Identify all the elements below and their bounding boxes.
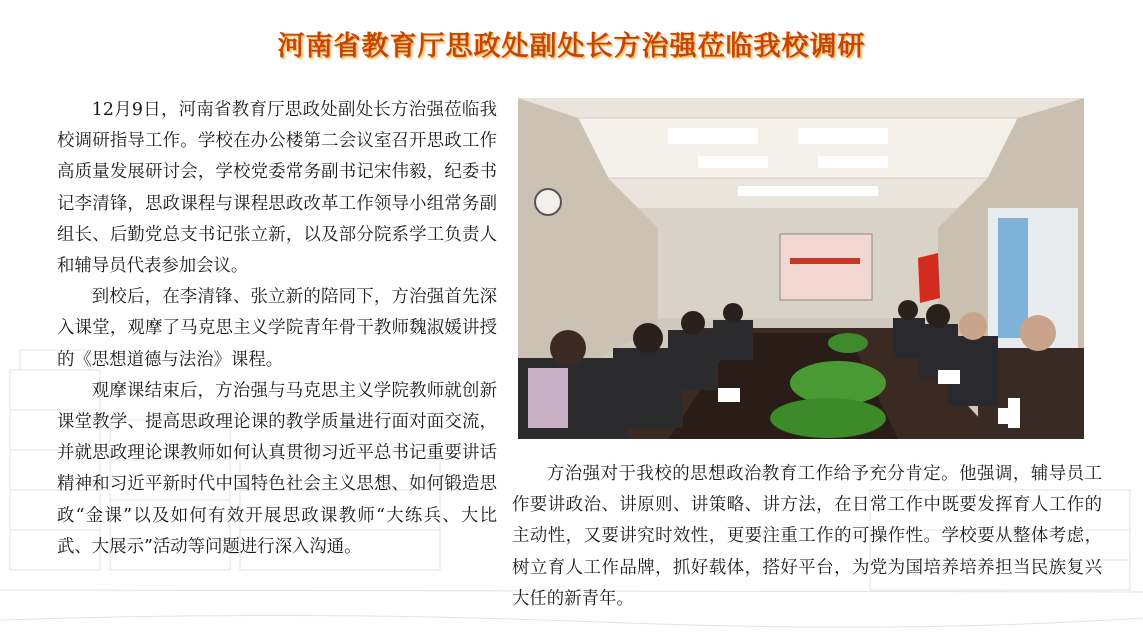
paragraph-visit: 到校后，在李清锋、张立新的陪同下，方治强首先深入课堂，观摩了马克思主义学院青年骨干教师魏淑媛讲授的《思想道德与法治》课程。 <box>57 287 497 370</box>
paragraph-exchange: 观摩课结束后，方治强与马克思主义学院教师就创新课堂教学、提高思政理论课的教学质量进行面对面交流，并就思政理论课教师如何认真贯彻习近平总书记重要讲话精神和习近平新时代中国特色社会主义思想、如何锻造思政“金课”以及如何有效开展思政课教师“大练兵、大比武、大展示”活动等问题进行深入沟通。 <box>57 380 497 557</box>
article-left-column <box>57 95 497 563</box>
meeting-photo-illustration <box>518 98 1084 439</box>
article-right-column <box>512 459 1102 615</box>
paragraph-affirmation: 方治强对于我校的思想政治教育工作给予充分肯定。他强调，辅导员工作要讲政治、讲原则、讲策略、讲方法，在日常工作中既要发挥育人工作的主动性，又要讲究时效性，更要注重工作的可操作性。学校要从整体考虑，树立育人工作品牌，抓好载体，搭好平台，为党为国培养培养担当民族复兴大任的新青年。 <box>512 464 1102 609</box>
paragraph-intro: 12月9日，河南省教育厅思政处副处长方治强莅临我校调研指导工作。学校在办公楼第二会议室召开思政工作高质量发展研讨会，学校党委常务副书记宋伟毅，纪委书记李清锋，思政课程与课程思政改革工作领导小组常务副组长、后勤党总支书记张立新，以及部分院系学工负责人和辅导员代表参加会议。 <box>57 100 497 277</box>
page-title: 河南省教育厅思政处副处长方治强莅临我校调研 <box>277 31 866 62</box>
meeting-photo <box>518 98 1084 439</box>
